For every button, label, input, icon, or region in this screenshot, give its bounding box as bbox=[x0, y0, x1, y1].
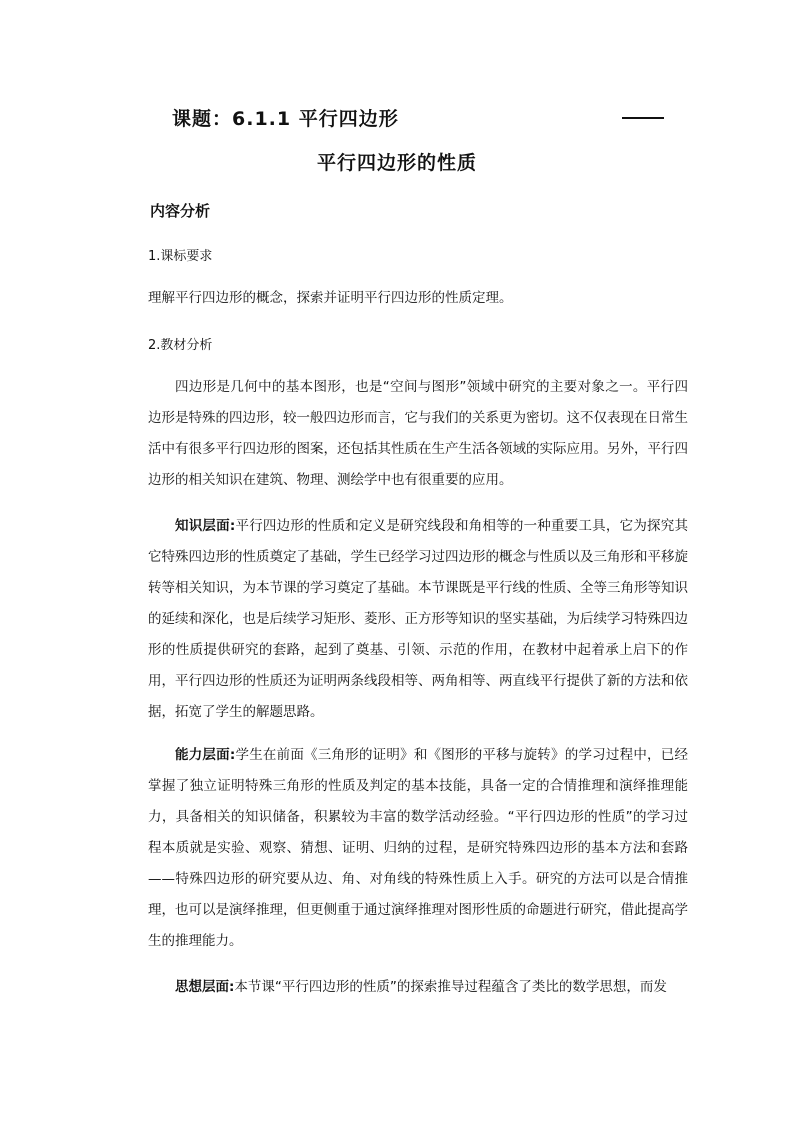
lesson-subtitle: 平行四边形的性质 bbox=[316, 152, 477, 174]
curriculum-text: 理解平行四边形的概念，探索并证明平行四边形的性质定理。 bbox=[148, 290, 513, 306]
ability-text: 学生在前面《三角形的证明》和《图形的平移与旋转》的学习过程中，已经掌握了独立证明特殊三角形的性质及判定的基本技能，具备一定的合情推理和演绎推理能力，具备相关的知识储备，积累较为丰富的数学活动经验。“平行四边形的性质”的学习过程本质就是实验、观察、猜想、证明、归纳的过程，是研究特殊四边形的基本方法和套路——特殊四边形的研究要从边、角、对角线的特殊性质上入手。研究的方法可以是合情推理，也可以是演绎推理，但更侧重于通过演绎推理对图形性质的命题进行研究，借此提高学生的推理能力。 bbox=[148, 747, 688, 949]
ability-paragraph bbox=[148, 740, 688, 957]
knowledge-paragraph bbox=[148, 511, 688, 728]
textbook-heading: 2.教材分析 bbox=[148, 338, 213, 353]
thought-label: 思想层面: bbox=[175, 979, 235, 995]
lesson-title: 课题：6.1.1 平行四边形 bbox=[172, 108, 399, 130]
content-analysis-heading: 内容分析 bbox=[150, 202, 211, 220]
thought-paragraph bbox=[148, 972, 688, 1003]
thought-text: 本节课“平行四边形的性质”的探索推导过程蕴含了类比的数学思想，而发 bbox=[234, 979, 667, 995]
curriculum-heading: 1.课标要求 bbox=[148, 249, 213, 264]
ability-label: 能力层面: bbox=[175, 747, 236, 763]
title-dash bbox=[622, 117, 664, 119]
knowledge-text: 平行四边形的性质和定义是研究线段和角相等的一种重要工具，它为探究其它特殊四边形的性质奠定了基础，学生已经学习过四边形的概念与性质以及三角形和平移旋转等相关知识，为本节课的学习奠定了基础。本节课既是平行线的性质、全等三角形等知识的延续和深化，也是后续学习矩形、菱形、正方形等知识的坚实基础，为后续学习特殊四边形的性质提供研究的套路，起到了奠基、引领、示范的作用，在教材中起着承上启下的作用，平行四边形的性质还为证明两条线段相等、两角相等、两直线平行提供了新的方法和依据，拓宽了学生的解题思路。 bbox=[148, 518, 688, 720]
knowledge-label: 知识层面: bbox=[175, 518, 236, 534]
textbook-intro-paragraph: 四边形是几何中的基本图形，也是“空间与图形”领域中研究的主要对象之一。平行四边形是特殊的四边形，较一般四边形而言，它与我们的关系更为密切。这不仅表现在日常生活中有很多平行四边形的图案，还包括其性质在生产生活各领域的实际应用。另外，平行四边形的相关知识在建筑、物理、测绘学中也有很重要的应用。 bbox=[148, 379, 688, 488]
